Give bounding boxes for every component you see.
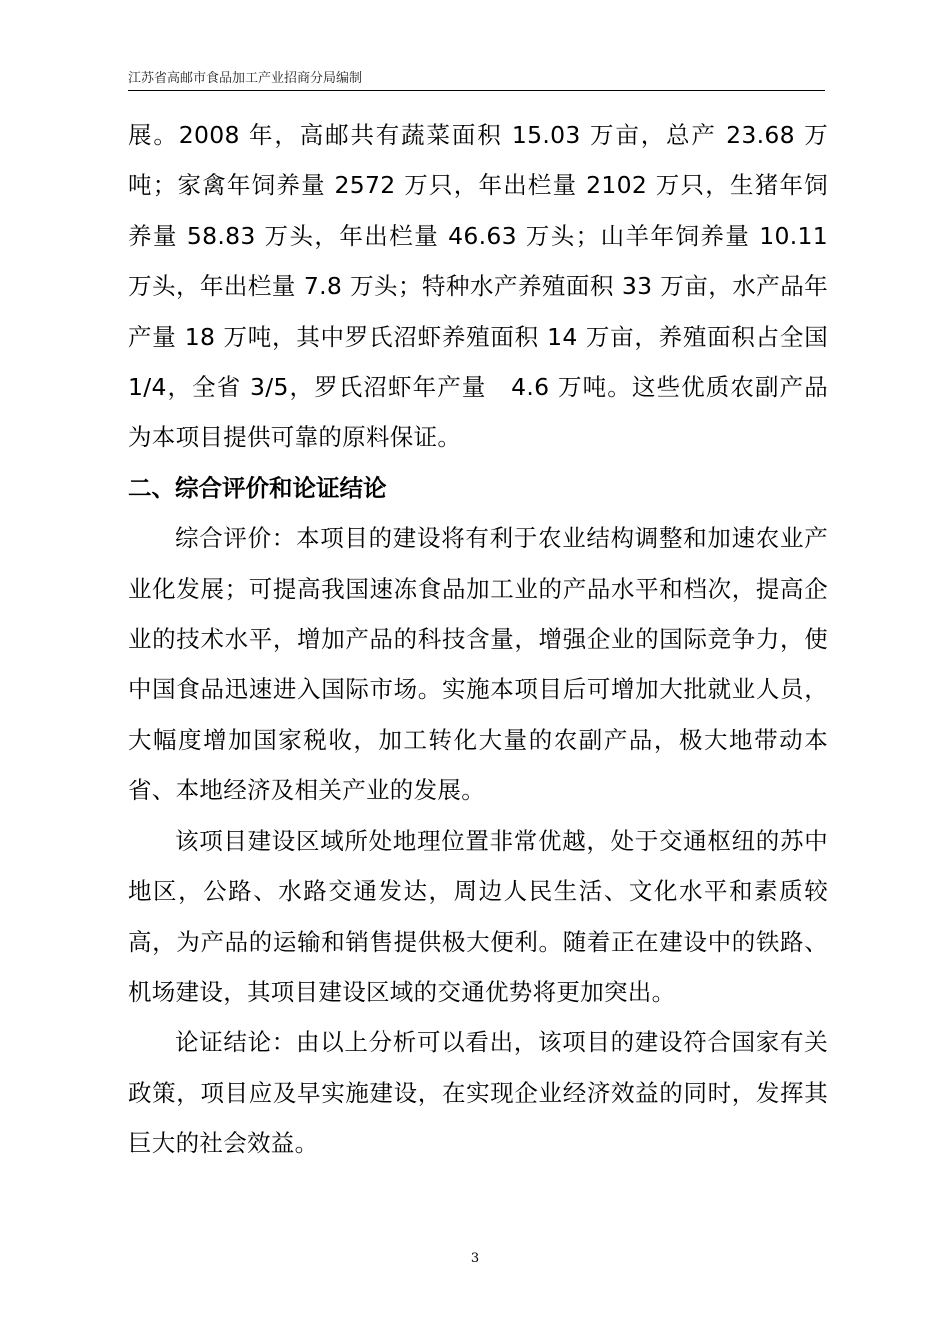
- paragraph-evaluation: 综合评价：本项目的建设将有利于农业结构调整和加速农业产业化发展；可提高我国速冻食品加工业的产品水平和档次，提高企业的技术水平，增加产品的科技含量，增强企业的国际竞争力，使中国食品迅速进入国际市场。实施本项目后可增加大批就业人员，大幅度增加国家税收，加工转化大量的农副产品，极大地带动本省、本地经济及相关产业的发展。: [128, 524, 828, 805]
- paragraph-raw-materials: 展。2008 年，高邮共有蔬菜面积 15.03 万亩，总产 23.68 万吨；家禽年饲养量 2572 万只，年出栏量 2102 万只，生猪年饲养量 58.83 万头，年出栏量 46.63 万头；山羊年饲养量 10.11 万头，年出栏量 7.8 万头；特种水产养殖面积 33 万亩，水产品年产量 18 万吨，其中罗氏沼虾养殖面积 14 万亩，养殖面积占全国 1/4，全省 3/5，罗氏沼虾年产量 4.6 万吨。这些优质农副产品为本项目提供可靠的原料保证。: [128, 121, 828, 452]
- page-header: [128, 70, 825, 91]
- section-heading: 二、综合评价和论证结论: [128, 473, 387, 502]
- header-text: 江苏省高邮市食品加工产业招商分局编制: [128, 71, 363, 86]
- document-body: [128, 110, 828, 1169]
- paragraph-location: 该项目建设区域所处地理位置非常优越，处于交通枢纽的苏中地区，公路、水路交通发达，周边人民生活、文化水平和素质较高，为产品的运输和销售提供极大便利。随着正在建设中的铁路、机场建设，其项目建设区域的交通优势将更加突出。: [128, 826, 828, 1006]
- paragraph-conclusion: 论证结论：由以上分析可以看出，该项目的建设符合国家有关政策，项目应及早实施建设，在实现企业经济效益的同时，发挥其巨大的社会效益。: [128, 1028, 828, 1158]
- page-number: 3: [470, 1251, 480, 1266]
